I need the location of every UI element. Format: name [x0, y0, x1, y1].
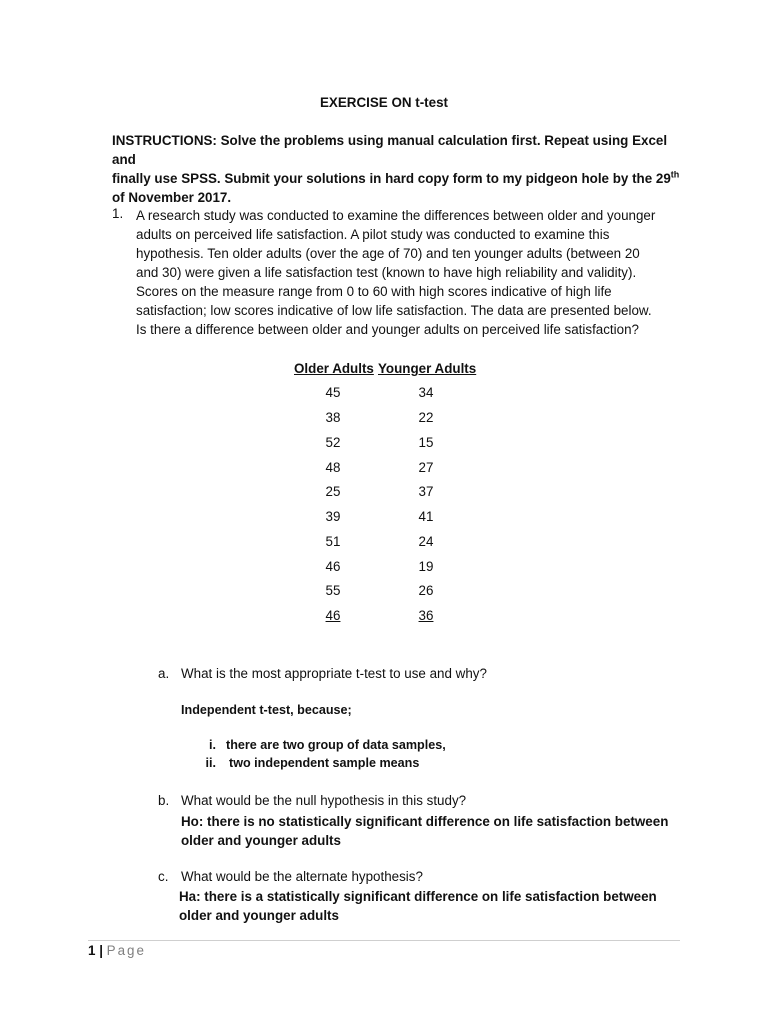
table-cell-older: 51: [325, 534, 341, 549]
instructions: [112, 131, 682, 207]
answer-line: older and younger adults: [181, 833, 341, 848]
table-header-older: Older Adults: [294, 361, 374, 376]
question-line: Scores on the measure range from 0 to 60 with high scores indicative of high life: [136, 284, 612, 299]
question-line: satisfaction; low scores indicative of low life satisfaction. The data are presented below.: [136, 303, 652, 318]
table-cell-older: 38: [325, 410, 341, 425]
instructions-line: [112, 169, 682, 188]
question-line: and 30) were given a life satisfaction test (known to have high reliability and validity).: [136, 265, 637, 280]
question-line: Is there a difference between older and younger adults on perceived life satisfaction?: [136, 322, 639, 337]
table-cell-older: 39: [325, 509, 341, 524]
table-cell-older: 45: [325, 385, 341, 400]
table-cell-younger: 37: [418, 484, 434, 499]
table-cell-older: 52: [325, 435, 341, 450]
page-label: Page: [106, 943, 146, 958]
table-cell-younger: 27: [418, 460, 434, 475]
table-cell-older: 46: [325, 608, 341, 623]
table-cell-younger: 19: [418, 559, 434, 574]
table-cell-younger: 26: [418, 583, 434, 598]
reason-numeral: ii.: [205, 756, 216, 770]
part-letter: a.: [158, 666, 170, 681]
footer-divider: [88, 940, 680, 941]
question-text: [136, 206, 676, 339]
table-cell-younger: 41: [418, 509, 434, 524]
part-letter: b.: [158, 793, 170, 808]
question-line: A research study was conducted to examine the differences between older and younger: [136, 208, 656, 223]
answer-line: Ha: there is a statistically significant difference on life satisfaction between: [179, 889, 657, 904]
page-footer: [88, 943, 146, 958]
footer-separator: |: [99, 943, 103, 958]
table-header-younger: Younger Adults: [378, 361, 477, 376]
instructions-line: INSTRUCTIONS: Solve the problems using manual calculation first. Repeat using Excel and: [112, 133, 668, 167]
reason-text: two independent sample means: [229, 756, 420, 770]
reason-text: there are two group of data samples,: [226, 738, 446, 752]
part-question: What would be the null hypothesis in this study?: [181, 793, 467, 808]
part-question: What would be the alternate hypothesis?: [181, 869, 423, 884]
table-cell-older: 55: [325, 583, 341, 598]
reason-numeral: i.: [209, 738, 216, 752]
instructions-line: of November 2017.: [112, 190, 232, 205]
answer-line: older and younger adults: [179, 908, 339, 923]
question-line: adults on perceived life satisfaction. A pilot study was conducted to examine this: [136, 227, 610, 242]
table-cell-younger: 24: [418, 534, 434, 549]
page-title: EXERCISE ON t-test: [320, 95, 448, 110]
table-cell-older: 48: [325, 460, 341, 475]
table-cell-younger: 34: [418, 385, 434, 400]
table-cell-older: 25: [325, 484, 341, 499]
question-line: hypothesis. Ten older adults (over the age of 70) and ten younger adults (between 20: [136, 246, 640, 261]
table-cell-older: 46: [325, 559, 341, 574]
table-cell-younger: 15: [418, 435, 434, 450]
table-cell-younger: 22: [418, 410, 434, 425]
page-number: 1: [88, 943, 96, 958]
question-number: 1.: [112, 206, 124, 221]
table-cell-younger: 36: [418, 608, 434, 623]
ordinal-suffix: th: [670, 169, 680, 180]
part-question: What is the most appropriate t-test to use and why?: [181, 666, 487, 681]
answer-text: Independent t-test, because;: [181, 703, 352, 717]
answer-line: Ho: there is no statistically significant difference on life satisfaction between: [181, 814, 669, 829]
part-letter: c.: [158, 869, 169, 884]
instructions-text: finally use SPSS. Submit your solutions in hard copy form to my pidgeon hole by the 29: [112, 171, 671, 186]
